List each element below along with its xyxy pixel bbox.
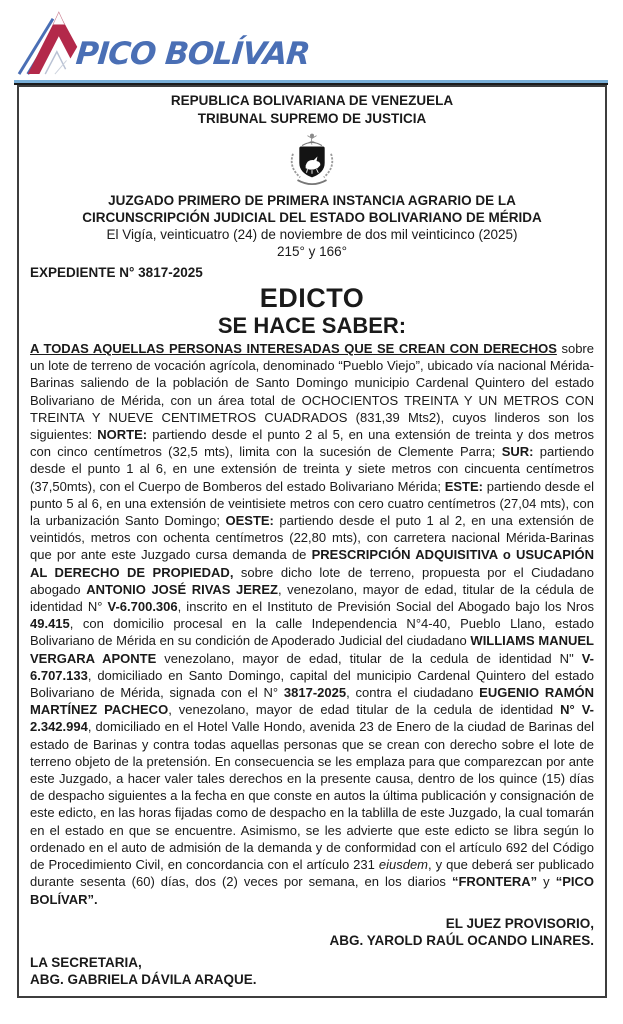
secretary-signature-block bbox=[30, 954, 594, 989]
body-text: A TODAS AQUELLAS PERSONAS INTERESADAS QUE SE CREAN CON DERECHOS sobre un lote de terreno de vocación agrícola, denominado “Pueblo Viejo”, ubicado vía nacional Mérida-Barinas saliendo de la población de Santo Domingo municipio Cardenal Quintero del estado Bolivariano de Mérida, con un área total de OCHOCIENTOS TREINTA Y UN METROS CON TREINTA Y NUEVE CENTIMETROS CUADRADOS (831,39 Mts2), cuyos linderos son los siguientes: NORTE: partiendo desde el punto 2 al 5, en una extensión de treinta y dos metros con cinco centímetros (32,5 mts), limita con la sucesión de Clemente Parra; SUR: partiendo desde el punto 1 al 6, en une extensión de treinta y siete metros con cincuenta centímetros (37,50mts), con el Cuerpo de Bomberos del estado Bolivariano Mérida; ESTE: partiendo desde el punto 5 al 6, en una extensión de veintisiete metros con cero cuatro centímetros (27,04 mts), con la urbanización Santo Domingo; OESTE: partiendo desde el puto 1 al 2, en una extensión de veintidós, metros con ochenta centímetros (22,80 mts), con carretera nacional Mérida-Barinas que por ante este Juzgado cursa demanda de PRESCRIPCIÓN ADQUISITIVA o USUCAPIÓN AL DERECHO DE PROPIEDAD, sobre dicho lote de terreno, propuesta por el Ciudadano abogado ANTONIO JOSÉ RIVAS JEREZ, venezolano, mayor de edad, titular de la cédula de identidad N° V-6.700.306, inscrito en el Instituto de Previsión Social del Abogado bajo los Nros 49.415, con domicilio procesal en la calle Independencia N°4-40, Pueblo Llano, estado Bolivariano de Mérida en su condición de Apoderado Judicial del ciudadano WILLIAMS MANUEL VERGARA APONTE venezolano, mayor de edad, titular de la cedula de identidad N" V-6.707.133, domiciliado en Santo Domingo, capital del municipio Cardenal Quintero del estado Bolivariano de Mérida, signada con el N° 3817-2025, contra el ciudadano EUGENIO RAMÓN MARTÍNEZ PACHECO, venezolano, mayor de edad titular de la cedula de identidad N° V-2.342.994, domiciliado en el Hotel Valle Hondo, avenida 23 de Enero de la ciudad de Barinas del estado de Barinas y contra todas aquellas personas que se crean con derecho sobre el lote de terreno objeto de la pretensión. En consecuencia se les emplaza para que comparezcan por ante este Juzgado, a hacer valer tales derechos en la presente causa, dentro de los quince (15) días de despacho siguientes a la fecha en que conste en autos la última publicación y consignación de este edicto, en las horas fijadas como de despacho en la tablilla de este Juzgado, la cual tomarán en el estado en que se encuentre. Asimismo, se les advierte que este edicto se libra según lo ordenado en el auto de admisión de la demanda y de conformidad con el artículo 692 del Código de Procedimiento Civil, en concordancia con el artículo 231 eiusdem, y que deberá ser publicado durante sesenta (60) días, dos (2) veces por semana, en los diarios “FRONTERA” y “PICO BOLÍVAR”. bbox=[30, 341, 595, 907]
secretary-title: LA SECRETARIA, bbox=[30, 954, 142, 970]
secretary-name: ABG. GABRIELA DÁVILA ARAQUE. bbox=[30, 972, 257, 988]
tribunal-line: TRIBUNAL SUPREMO DE JUSTICIA bbox=[197, 111, 427, 126]
republic-line: REPUBLICA BOLIVARIANA DE VENEZUELA bbox=[170, 93, 454, 108]
edict-title: EDICTO bbox=[259, 283, 365, 313]
edict-document bbox=[17, 85, 607, 998]
judge-title: EL JUEZ PROVISORIO, bbox=[445, 915, 594, 931]
edict-subtitle: SE HACE SABER: bbox=[217, 313, 407, 338]
pico-bolivar-logo-text: PICO BOLÍVAR bbox=[74, 36, 311, 72]
date-line: El Vigía, veinticuatro (24) de noviembre de dos mil veinticinco (2025) bbox=[106, 227, 518, 242]
court-name-line2: CIRCUNSCRIPCIÓN JUDICIAL DEL ESTADO BOLIVARIANO DE MÉRIDA bbox=[82, 210, 542, 225]
judge-signature-block bbox=[30, 915, 594, 950]
case-number: EXPEDIENTE N° 3817-2025 bbox=[30, 265, 203, 280]
judge-name: ABG. YAROLD RAÚL OCANDO LINARES. bbox=[329, 933, 594, 949]
anniversary-years-line: 215° y 166° bbox=[276, 244, 348, 259]
venezuela-coat-of-arms-icon bbox=[286, 132, 338, 190]
masthead bbox=[0, 0, 623, 76]
court-name-line1: JUZGADO PRIMERO DE PRIMERA INSTANCIA AGRARIO DE LA bbox=[108, 193, 516, 208]
